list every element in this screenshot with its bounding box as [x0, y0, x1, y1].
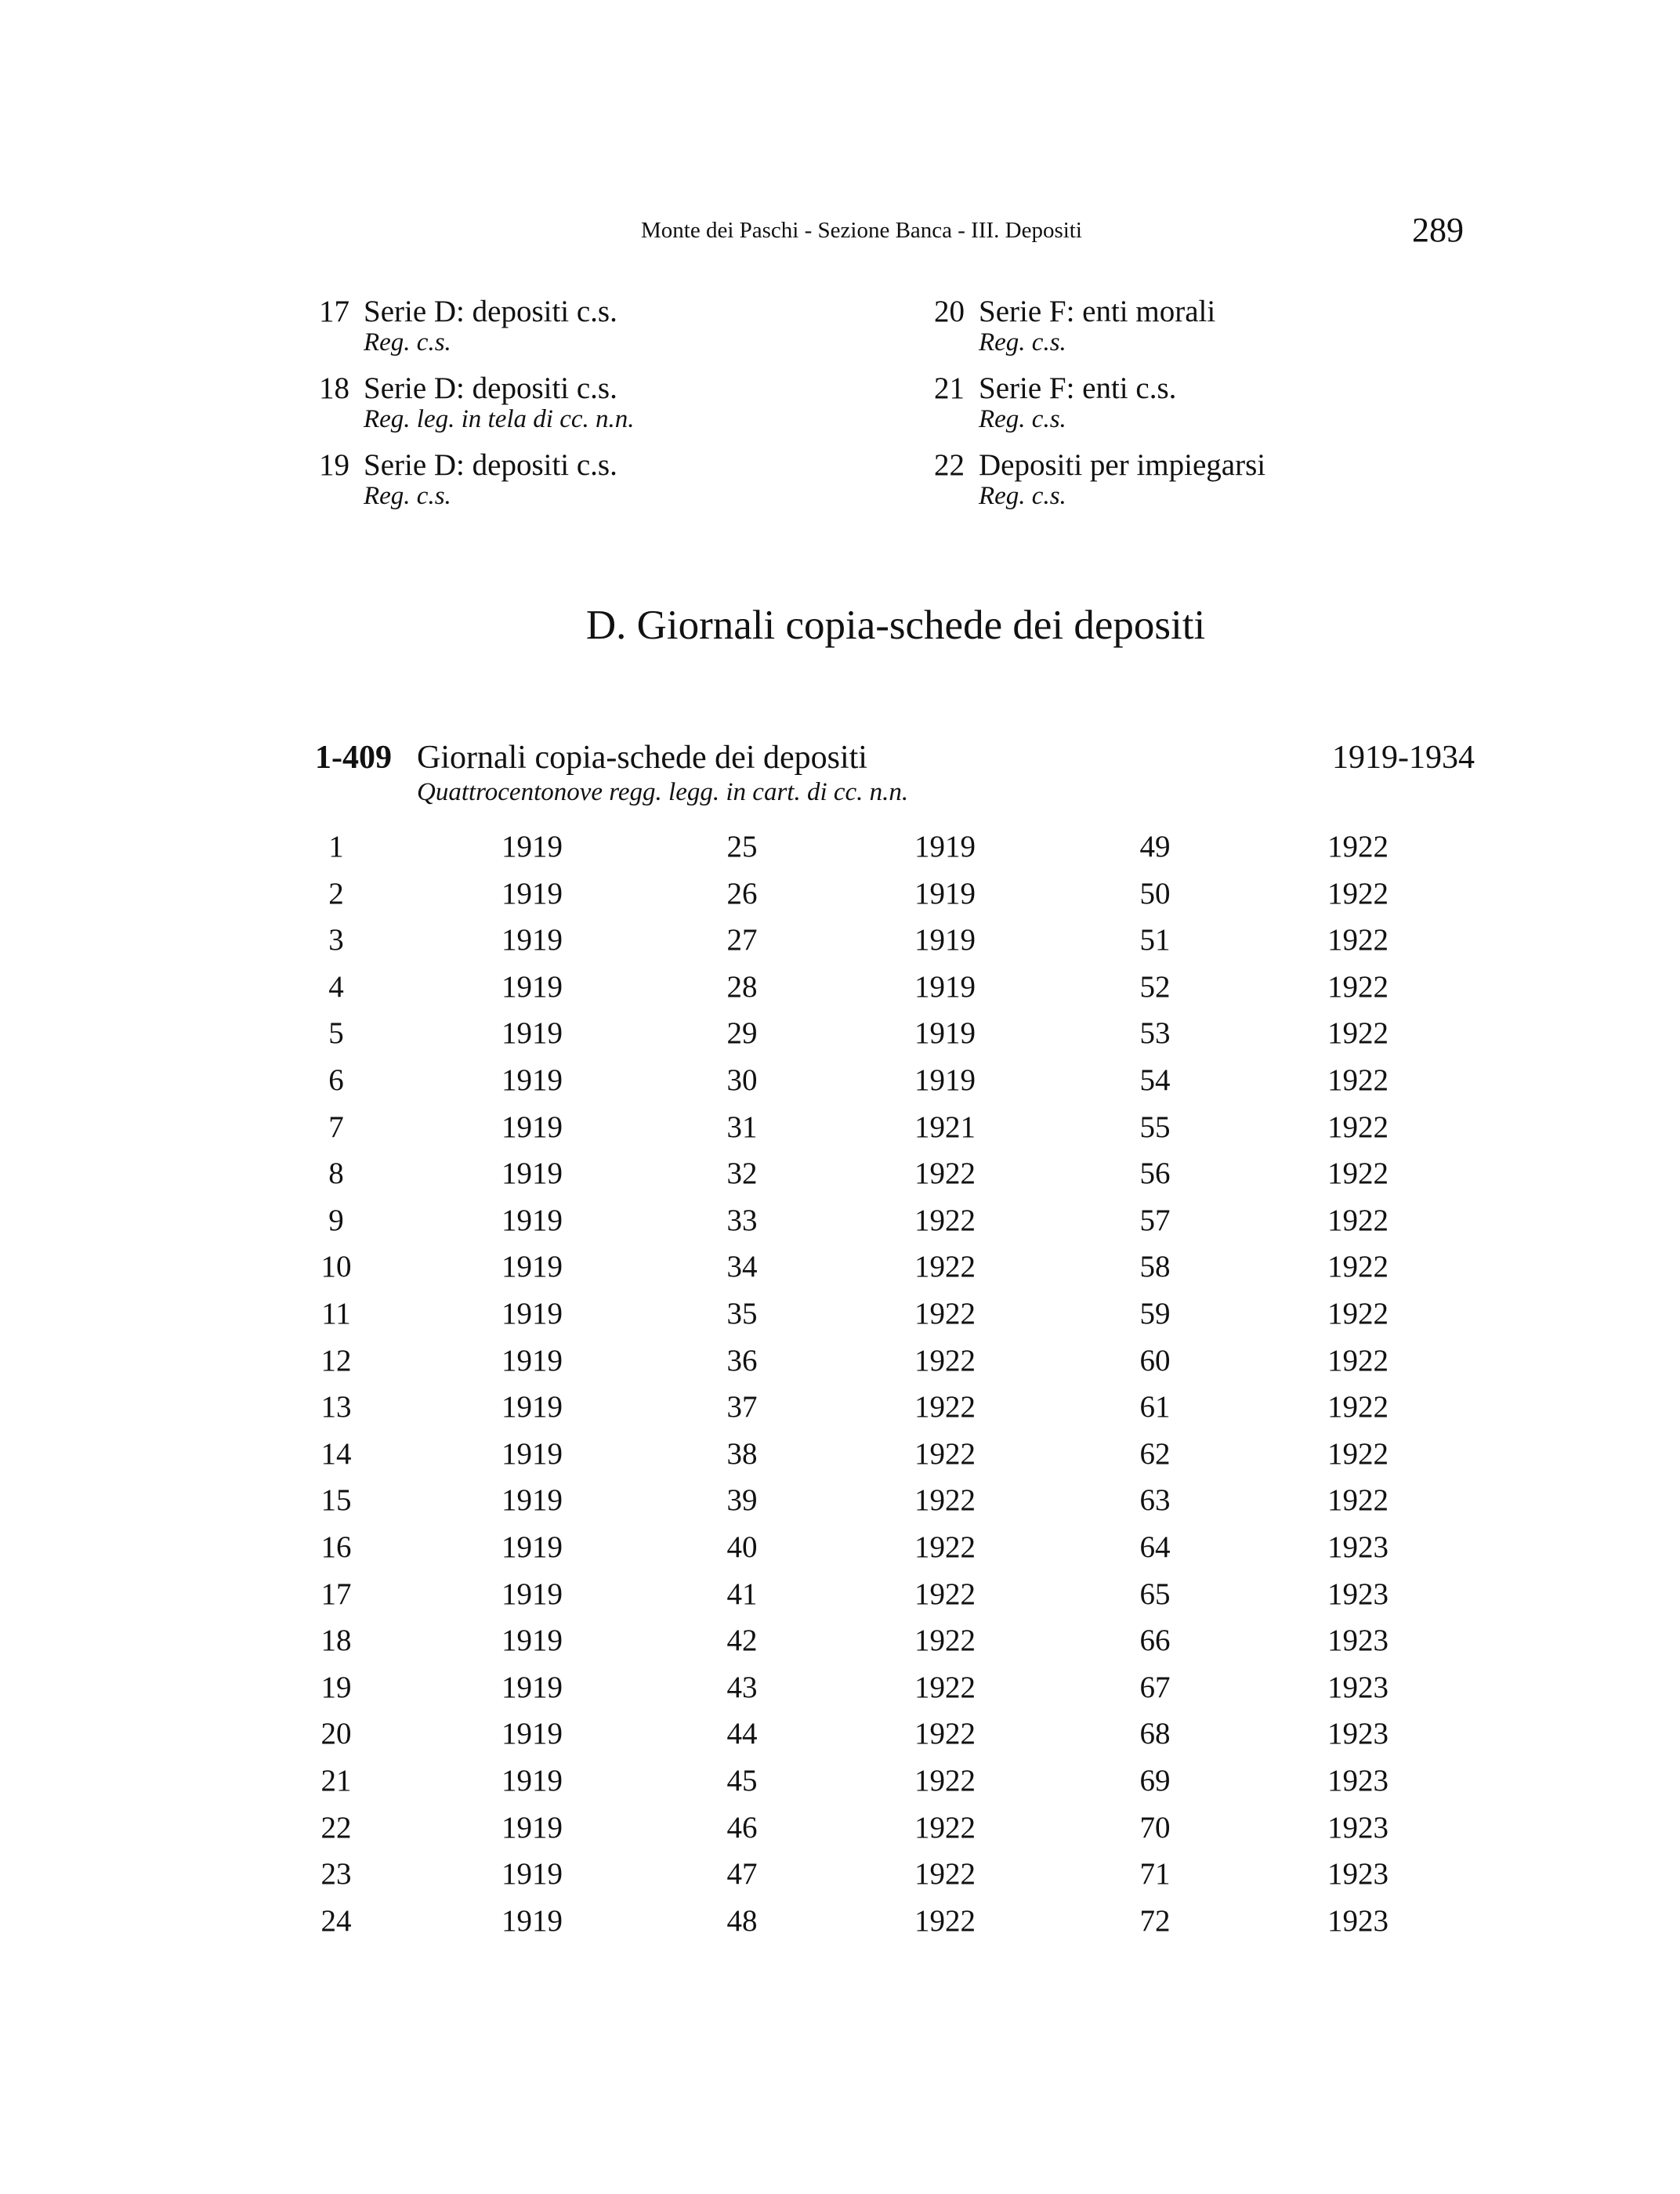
volume-year: 1919 — [501, 1250, 563, 1284]
entry-dates: 1919-1934 — [1332, 740, 1475, 776]
volume-year: 1922 — [914, 1810, 976, 1845]
volume-year: 1923 — [1327, 1577, 1389, 1611]
table-row — [0, 1343, 1680, 1390]
volume-number: 64 — [1139, 1530, 1171, 1564]
volume-year: 1922 — [1327, 1483, 1389, 1518]
table-row — [0, 922, 1680, 969]
volume-year: 1919 — [501, 1530, 563, 1564]
entry-description: Quattrocentonove regg. legg. in cart. di cc. n.n. — [417, 778, 909, 806]
volume-number: 67 — [1139, 1670, 1171, 1704]
volume-number: 5 — [328, 1016, 344, 1051]
volume-number: 29 — [726, 1016, 758, 1051]
volume-number: 71 — [1139, 1857, 1171, 1892]
volume-number: 15 — [320, 1483, 352, 1518]
table-row — [0, 876, 1680, 923]
entry-title: Serie F: enti c.s. — [979, 371, 1177, 405]
entry-title: Serie D: depositi c.s. — [364, 448, 617, 482]
volume-year: 1921 — [914, 1110, 976, 1144]
table-row — [0, 829, 1680, 876]
volume-year: 1922 — [1327, 830, 1389, 863]
entry-title: Serie D: depositi c.s. — [364, 295, 617, 328]
volume-year: 1922 — [914, 1670, 976, 1704]
volume-year: 1923 — [1327, 1903, 1389, 1938]
volume-number: 52 — [1139, 969, 1171, 1004]
volume-number: 6 — [328, 1063, 344, 1097]
volume-year: 1919 — [501, 1670, 563, 1704]
volume-year: 1919 — [914, 969, 976, 1004]
page-number: 289 — [1412, 211, 1464, 249]
volume-year: 1922 — [914, 1577, 976, 1611]
volume-year: 1919 — [501, 1857, 563, 1892]
table-row — [0, 969, 1680, 1016]
volume-year: 1923 — [1327, 1764, 1389, 1798]
volume-number: 13 — [320, 1390, 352, 1425]
volume-number: 60 — [1139, 1343, 1171, 1378]
entry-19 — [319, 450, 617, 509]
volume-year: 1922 — [914, 1717, 976, 1751]
table-row — [0, 1856, 1680, 1903]
volume-year: 1919 — [501, 1297, 563, 1331]
entry-number: 21 — [934, 371, 965, 405]
volume-number: 20 — [320, 1717, 352, 1751]
volume-year: 1922 — [1327, 1110, 1389, 1144]
entry-description: Reg. c.s. — [979, 405, 1066, 433]
entry-code: 1-409 — [315, 740, 392, 776]
volume-number: 70 — [1139, 1810, 1171, 1845]
volume-year: 1919 — [501, 1436, 563, 1471]
volume-year: 1919 — [914, 876, 976, 911]
volume-number: 68 — [1139, 1717, 1171, 1751]
volume-number: 28 — [726, 969, 758, 1004]
volume-number: 2 — [328, 876, 344, 911]
volume-year: 1919 — [501, 1390, 563, 1425]
table-row — [0, 1389, 1680, 1436]
volume-year: 1922 — [1327, 1250, 1389, 1284]
volume-number: 11 — [321, 1297, 351, 1331]
volume-number: 7 — [328, 1110, 344, 1144]
table-row — [0, 1110, 1680, 1157]
volume-number: 9 — [328, 1203, 344, 1237]
volume-year: 1919 — [501, 1810, 563, 1845]
volume-year: 1923 — [1327, 1624, 1389, 1658]
volume-number: 44 — [726, 1717, 758, 1751]
table-row — [0, 1296, 1680, 1343]
volume-number: 51 — [1139, 923, 1171, 958]
volume-year: 1919 — [501, 1577, 563, 1611]
volume-year: 1922 — [1327, 1436, 1389, 1471]
table-row — [0, 1063, 1680, 1110]
entry-number: 20 — [934, 295, 965, 328]
entry-number: 17 — [319, 295, 349, 328]
main-entry — [315, 739, 1475, 807]
volume-year: 1922 — [914, 1297, 976, 1331]
volume-number: 33 — [726, 1203, 758, 1237]
volume-number: 31 — [726, 1110, 758, 1144]
entry-description: Reg. leg. in tela di cc. n.n. — [364, 405, 635, 433]
table-row — [0, 1156, 1680, 1203]
volume-year: 1922 — [914, 1390, 976, 1425]
volume-year: 1922 — [914, 1624, 976, 1658]
entry-title: Serie D: depositi c.s. — [364, 371, 617, 405]
volume-number: 35 — [726, 1297, 758, 1331]
entry-17 — [319, 296, 617, 356]
entry-22 — [934, 450, 1265, 509]
volume-year: 1919 — [501, 1110, 563, 1144]
volume-number: 36 — [726, 1343, 758, 1378]
volume-number: 65 — [1139, 1577, 1171, 1611]
table-row — [0, 1670, 1680, 1717]
table-row — [0, 1577, 1680, 1624]
entry-number: 22 — [934, 448, 965, 482]
table-row — [0, 1903, 1680, 1950]
volume-year: 1923 — [1327, 1530, 1389, 1564]
volume-year: 1919 — [501, 1343, 563, 1378]
table-row — [0, 1483, 1680, 1530]
table-row — [0, 1763, 1680, 1810]
volume-year: 1919 — [501, 1203, 563, 1237]
volume-number: 38 — [726, 1436, 758, 1471]
volume-year: 1923 — [1327, 1810, 1389, 1845]
volume-number: 54 — [1139, 1063, 1171, 1097]
volume-number: 47 — [726, 1857, 758, 1892]
volume-year: 1922 — [1327, 969, 1389, 1004]
volume-number: 69 — [1139, 1764, 1171, 1798]
volume-year: 1922 — [1327, 1203, 1389, 1237]
volume-year: 1919 — [501, 876, 563, 911]
table-row — [0, 1016, 1680, 1063]
entry-description: Reg. c.s. — [364, 328, 451, 357]
volume-number: 40 — [726, 1530, 758, 1564]
volume-number: 72 — [1139, 1903, 1171, 1938]
volume-year: 1922 — [1327, 1297, 1389, 1331]
volume-number: 19 — [320, 1670, 352, 1704]
volume-year: 1919 — [501, 830, 563, 863]
entry-number: 19 — [319, 448, 349, 482]
volume-number: 37 — [726, 1390, 758, 1425]
volume-year: 1922 — [914, 1157, 976, 1191]
entry-18 — [319, 373, 635, 433]
volume-year: 1922 — [1327, 1063, 1389, 1097]
volume-number: 45 — [726, 1764, 758, 1798]
table-row — [0, 1249, 1680, 1296]
volume-year: 1919 — [501, 1016, 563, 1051]
volume-number: 39 — [726, 1483, 758, 1518]
volume-number: 3 — [328, 923, 344, 958]
table-row — [0, 1436, 1680, 1483]
volume-number: 22 — [320, 1810, 352, 1845]
entry-description: Reg. c.s. — [364, 482, 451, 510]
volume-number: 4 — [328, 969, 344, 1004]
volume-number: 23 — [320, 1857, 352, 1892]
volume-number: 43 — [726, 1670, 758, 1704]
volume-number: 30 — [726, 1063, 758, 1097]
volume-year: 1923 — [1327, 1670, 1389, 1704]
volume-year: 1919 — [501, 1157, 563, 1191]
volume-year: 1922 — [1327, 923, 1389, 958]
entry-title: Serie F: enti morali — [979, 295, 1216, 328]
table-row — [0, 1203, 1680, 1250]
volume-number: 56 — [1139, 1157, 1171, 1191]
entry-description: Reg. c.s. — [979, 482, 1066, 510]
volume-year: 1922 — [1327, 1016, 1389, 1051]
entry-21 — [934, 373, 1176, 433]
volume-number: 24 — [320, 1903, 352, 1938]
volume-year: 1919 — [501, 1063, 563, 1097]
volume-year: 1922 — [1327, 1157, 1389, 1191]
section-title: D. Giornali copia-schede dei depositi — [585, 603, 1206, 648]
volume-year: 1919 — [914, 923, 976, 958]
volume-year: 1922 — [914, 1530, 976, 1564]
entry-description: Reg. c.s. — [979, 328, 1066, 357]
volume-number: 58 — [1139, 1250, 1171, 1284]
volume-number: 55 — [1139, 1110, 1171, 1144]
volume-number: 61 — [1139, 1390, 1171, 1425]
volume-year: 1922 — [914, 1250, 976, 1284]
table-row — [0, 1623, 1680, 1670]
volume-year: 1919 — [914, 1063, 976, 1097]
volume-number: 66 — [1139, 1624, 1171, 1658]
volume-year: 1919 — [501, 1483, 563, 1518]
volume-year: 1919 — [501, 1764, 563, 1798]
volume-year: 1922 — [914, 1857, 976, 1892]
volume-number: 63 — [1139, 1483, 1171, 1518]
table-row — [0, 1716, 1680, 1763]
volume-year: 1922 — [914, 1343, 976, 1378]
volume-number: 26 — [726, 876, 758, 911]
volume-number: 49 — [1139, 830, 1171, 863]
volume-number: 57 — [1139, 1203, 1171, 1237]
volume-year: 1923 — [1327, 1857, 1389, 1892]
volume-number: 48 — [726, 1903, 758, 1938]
volume-number: 62 — [1139, 1436, 1171, 1471]
volume-number: 1 — [328, 830, 344, 863]
volume-year: 1922 — [914, 1436, 976, 1471]
volume-number: 17 — [320, 1577, 352, 1611]
volume-number: 8 — [328, 1157, 344, 1191]
volume-number: 14 — [320, 1436, 352, 1471]
volume-year: 1922 — [1327, 1343, 1389, 1378]
volume-year: 1919 — [914, 830, 976, 863]
volume-number: 10 — [320, 1250, 352, 1284]
volume-number: 42 — [726, 1624, 758, 1658]
volume-number: 27 — [726, 923, 758, 958]
volume-number: 18 — [320, 1624, 352, 1658]
entry-number: 18 — [319, 371, 349, 405]
volume-year: 1923 — [1327, 1717, 1389, 1751]
volume-number: 34 — [726, 1250, 758, 1284]
entry-title: Giornali copia-schede dei depositi — [417, 740, 867, 776]
volume-year: 1919 — [501, 1717, 563, 1751]
volume-year: 1922 — [914, 1764, 976, 1798]
volume-year: 1922 — [1327, 876, 1389, 911]
volume-number: 32 — [726, 1157, 758, 1191]
volume-number: 25 — [726, 830, 758, 863]
volume-number: 50 — [1139, 876, 1171, 911]
entry-title: Depositi per impiegarsi — [979, 448, 1266, 482]
volume-number: 21 — [320, 1764, 352, 1798]
volume-number: 41 — [726, 1577, 758, 1611]
volume-number: 46 — [726, 1810, 758, 1845]
volume-year: 1919 — [501, 969, 563, 1004]
volume-year: 1922 — [1327, 1390, 1389, 1425]
volume-number: 59 — [1139, 1297, 1171, 1331]
table-row — [0, 1530, 1680, 1577]
entry-20 — [934, 296, 1215, 356]
volume-number: 12 — [320, 1343, 352, 1378]
volume-year: 1919 — [501, 1903, 563, 1938]
running-title: Monte dei Paschi - Sezione Banca - III. Depositi — [641, 218, 1082, 243]
volume-year: 1919 — [501, 923, 563, 958]
volume-year: 1919 — [501, 1624, 563, 1658]
volume-number: 16 — [320, 1530, 352, 1564]
volume-year: 1919 — [914, 1016, 976, 1051]
volume-year: 1922 — [914, 1903, 976, 1938]
volume-year: 1922 — [914, 1203, 976, 1237]
volume-number: 53 — [1139, 1016, 1171, 1051]
table-row — [0, 1810, 1680, 1857]
volume-year: 1922 — [914, 1483, 976, 1518]
